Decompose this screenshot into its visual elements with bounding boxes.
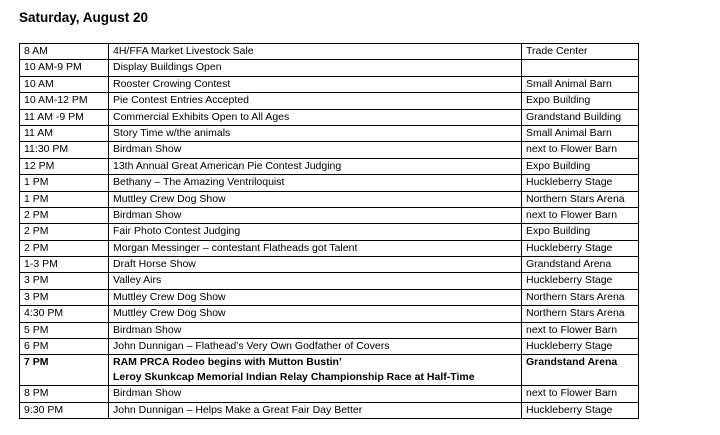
table-row xyxy=(20,306,639,322)
event-cell: Story Time w/the animals xyxy=(109,125,522,141)
time-cell: 1-3 PM xyxy=(20,257,109,273)
event-cell: Muttley Crew Dog Show xyxy=(109,191,522,207)
table-row xyxy=(20,93,639,109)
table-row xyxy=(20,44,639,60)
time-cell: 10 AM xyxy=(20,76,109,92)
location-cell: Expo Building xyxy=(522,93,639,109)
table-row xyxy=(20,257,639,273)
table-row xyxy=(20,240,639,256)
event-cell: Display Buildings Open xyxy=(109,60,522,76)
table-row xyxy=(20,76,639,92)
event-cell: Birdman Show xyxy=(109,142,522,158)
location-cell: Northern Stars Arena xyxy=(522,289,639,305)
time-cell: 8 AM xyxy=(20,44,109,60)
table-row xyxy=(20,355,639,386)
location-cell: Huckleberry Stage xyxy=(522,339,639,355)
event-cell: Birdman Show xyxy=(109,386,522,402)
location-cell: Grandstand Arena xyxy=(522,355,639,386)
table-row xyxy=(20,109,639,125)
event-cell: Commercial Exhibits Open to All Ages xyxy=(109,109,522,125)
event-cell: Birdman Show xyxy=(109,207,522,223)
event-cell: Pie Contest Entries Accepted xyxy=(109,93,522,109)
event-cell: 13th Annual Great American Pie Contest Judging xyxy=(109,158,522,174)
time-cell: 10 AM-12 PM xyxy=(20,93,109,109)
event-cell: Muttley Crew Dog Show xyxy=(109,289,522,305)
location-cell: Expo Building xyxy=(522,158,639,174)
location-cell: next to Flower Barn xyxy=(522,322,639,338)
event-cell: John Dunnigan – Helps Make a Great Fair Day Better xyxy=(109,402,522,418)
table-row xyxy=(20,339,639,355)
time-cell: 1 PM xyxy=(20,175,109,191)
event-cell: Muttley Crew Dog Show xyxy=(109,306,522,322)
time-cell: 2 PM xyxy=(20,240,109,256)
event-line: Leroy Skunkcap Memorial Indian Relay Championship Race at Half-Time xyxy=(113,371,475,384)
time-cell: 6 PM xyxy=(20,339,109,355)
location-cell: Small Animal Barn xyxy=(522,125,639,141)
table-row xyxy=(20,60,639,76)
time-cell: 10 AM-9 PM xyxy=(20,60,109,76)
event-cell: Morgan Messinger – contestant Flatheads got Talent xyxy=(109,240,522,256)
table-row xyxy=(20,289,639,305)
location-cell: Northern Stars Arena xyxy=(522,306,639,322)
table-row xyxy=(20,224,639,240)
table-row xyxy=(20,322,639,338)
event-line: RAM PRCA Rodeo begins with Mutton Bustin’ xyxy=(113,356,342,369)
location-cell: Trade Center xyxy=(522,44,639,60)
table-row xyxy=(20,142,639,158)
time-cell: 7 PM xyxy=(20,355,109,386)
time-cell: 8 PM xyxy=(20,386,109,402)
time-cell: 2 PM xyxy=(20,224,109,240)
time-cell: 11 AM -9 PM xyxy=(20,109,109,125)
time-cell: 11:30 PM xyxy=(20,142,109,158)
location-cell: Grandstand Arena xyxy=(522,257,639,273)
location-cell: Huckleberry Stage xyxy=(522,273,639,289)
event-cell: Draft Horse Show xyxy=(109,257,522,273)
table-row xyxy=(20,175,639,191)
table-row xyxy=(20,191,639,207)
time-cell: 9:30 PM xyxy=(20,402,109,418)
table-row xyxy=(20,402,639,418)
event-cell: Fair Photo Contest Judging xyxy=(109,224,522,240)
time-cell: 1 PM xyxy=(20,191,109,207)
event-cell: Valley Airs xyxy=(109,273,522,289)
location-cell: next to Flower Barn xyxy=(522,386,639,402)
event-cell: 4H/FFA Market Livestock Sale xyxy=(109,44,522,60)
event-cell xyxy=(109,355,522,386)
event-cell: Bethany – The Amazing Ventriloquist xyxy=(109,175,522,191)
event-cell: Birdman Show xyxy=(109,322,522,338)
location-cell: next to Flower Barn xyxy=(522,142,639,158)
time-cell: 5 PM xyxy=(20,322,109,338)
location-cell: Grandstand Building xyxy=(522,109,639,125)
time-cell: 12 PM xyxy=(20,158,109,174)
location-cell: Huckleberry Stage xyxy=(522,402,639,418)
location-cell: Expo Building xyxy=(522,224,639,240)
table-row xyxy=(20,273,639,289)
location-cell xyxy=(522,60,639,76)
time-cell: 11 AM xyxy=(20,125,109,141)
event-cell: Rooster Crowing Contest xyxy=(109,76,522,92)
location-cell: Huckleberry Stage xyxy=(522,175,639,191)
table-row xyxy=(20,386,639,402)
location-cell: next to Flower Barn xyxy=(522,207,639,223)
time-cell: 3 PM xyxy=(20,273,109,289)
schedule-table xyxy=(19,43,639,419)
time-cell: 4:30 PM xyxy=(20,306,109,322)
table-row xyxy=(20,207,639,223)
event-cell: John Dunnigan – Flathead’s Very Own Godfather of Covers xyxy=(109,339,522,355)
time-cell: 2 PM xyxy=(20,207,109,223)
table-row xyxy=(20,158,639,174)
time-cell: 3 PM xyxy=(20,289,109,305)
location-cell: Small Animal Barn xyxy=(522,76,639,92)
page-title: Saturday, August 20 xyxy=(19,10,149,25)
table-row xyxy=(20,125,639,141)
location-cell: Huckleberry Stage xyxy=(522,240,639,256)
location-cell: Northern Stars Arena xyxy=(522,191,639,207)
